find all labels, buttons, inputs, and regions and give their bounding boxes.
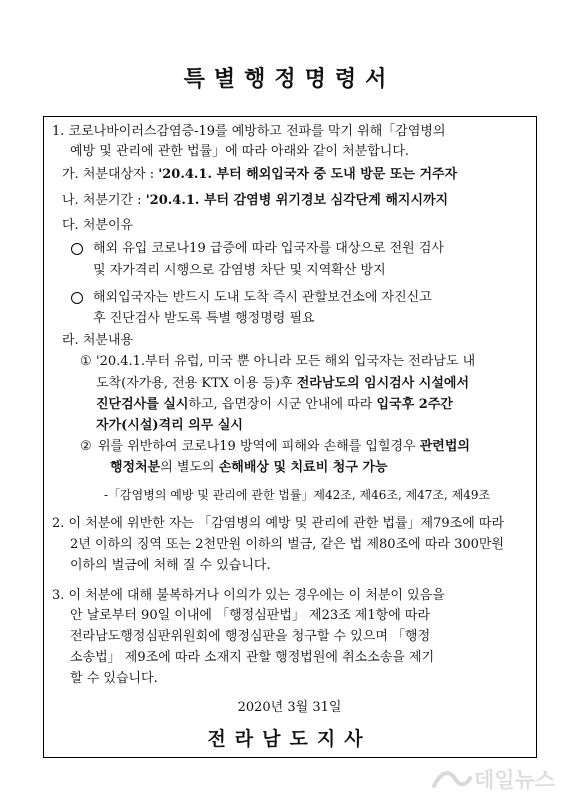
page-title: 특별행정명령서 [183, 67, 396, 92]
reason1-line1: 해외 유입 코로나19 급증에 따라 입국자를 대상으로 전원 검사 [93, 241, 444, 256]
governor-signature: 전라남도지사 [207, 728, 372, 750]
reason2-line2: 후 진단검사 받도록 특별 행정명령 필요 [93, 311, 315, 326]
content2-line1b: 관련법의 [419, 439, 470, 454]
watermark-text: 데일뉴스 [474, 768, 556, 792]
period-label: 나. 처분기간 : [62, 193, 146, 208]
law-reference: -「감염병의 예방 및 관리에 관한 법률」제42조, 제46조, 제47조, 제49조 [104, 488, 491, 502]
wave-mark [434, 773, 470, 786]
target-row [62, 167, 457, 183]
item2-line2: 2년 이하의 징역 또는 2천만원 이하의 벌금, 같은 법 제80조에 따라 300만원 [70, 537, 504, 552]
wave-logo-icon [428, 760, 578, 794]
circle-bullet-icon [71, 243, 83, 255]
content1-line3c: 입국후 2주간 [376, 397, 453, 412]
content1-line2 [96, 376, 469, 392]
circle-bullet-icon [71, 292, 83, 304]
item1-line1: 1. 코로나바이러스감염증-19를 예방하고 전파를 막기 위해「감염병의 [52, 124, 446, 139]
item3-line3: 전라남도행정심판위원회에 행정심판을 청구할 수 있으며 「행정 [70, 629, 431, 644]
target-value: '20.4.1. 부터 해외입국자 중 도내 방문 또는 거주자 [158, 167, 458, 182]
reason1-line2: 및 자가격리 시행으로 감염병 차단 및 지역확산 방지 [93, 263, 386, 278]
content2-line2c: 손해배상 및 치료비 청구 가능 [218, 460, 388, 475]
content1-line2a: 도착(자가용, 전용 KTX 이용 등)후 [96, 376, 297, 391]
reason-heading: 다. 처분이유 [62, 218, 134, 233]
item3-line1: 3. 이 처분에 대해 불복하거나 이의가 있는 경우에는 이 처분이 있음을 [52, 588, 445, 603]
content-heading: 라. 처분내용 [62, 333, 134, 348]
content1-line4 [96, 418, 243, 434]
item3-line4: 소송법」 제9조에 따라 소재지 관할 행정법원에 취소소송을 제기 [70, 650, 435, 665]
content1-line1: '20.4.1.부터 유럽, 미국 뿐 아니라 모든 해외 입국자는 전라남도 내 [96, 354, 476, 369]
item2-line3: 이하의 벌금에 처해 질 수 있습니다. [70, 558, 271, 573]
item3-line2: 안 날로부터 90일 이내에 「행정심판법」 제23조 제1항에 따라 [70, 608, 430, 623]
content2-line1 [98, 439, 470, 455]
content1-line3 [96, 397, 453, 413]
content1-line2b: 전라남도의 임시검사 시설에서 [296, 376, 470, 391]
item2-line1: 2. 이 처분에 위반한 자는 「감염병의 예방 및 관리에 관한 법률」제79조에 따라 [52, 516, 505, 531]
content1-marker: ① [80, 354, 92, 369]
reason2-line1: 해외입국자는 반드시 도내 도착 즉시 관할보건소에 자진신고 [93, 290, 432, 305]
period-value: '20.4.1. 부터 감염병 위기경보 심각단계 해지시까지 [145, 193, 449, 208]
item1-line2: 예방 및 관리에 관한 법률」에 따라 아래와 같이 처분합니다. [70, 144, 410, 159]
target-label: 가. 처분대상자 : [62, 167, 159, 182]
content2-line2b: 의 별도의 [160, 460, 219, 475]
content2-line2 [110, 460, 388, 476]
content1-line3b: 하고, 읍면장이 시군 안내에 따라 [188, 397, 377, 412]
item3-line5: 할 수 있습니다. [70, 671, 158, 686]
issue-date: 2020년 3월 31일 [237, 700, 342, 715]
content1-line4-text: 자가(시설)격리 의무 실시 [96, 418, 243, 433]
period-row [62, 193, 448, 209]
content2-line1a: 위를 위반하여 코로나19 방역에 피해와 손해를 입힐경우 [98, 439, 420, 454]
content1-line3a: 진단검사를 실시 [96, 397, 189, 412]
content2-line2a: 행정처분 [110, 460, 161, 475]
content2-marker: ② [80, 439, 92, 454]
